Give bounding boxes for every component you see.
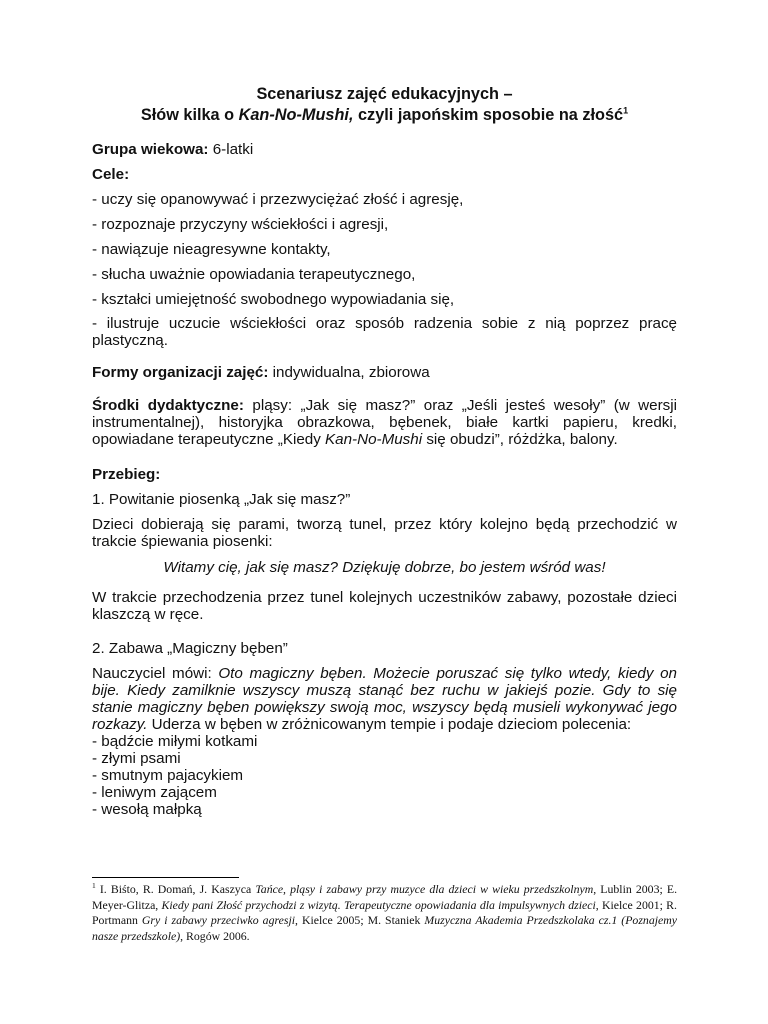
footnote-ref: 1: [623, 105, 629, 116]
command-item: - bądźcie miłymi kotkami: [92, 733, 258, 750]
step-2-rest: Uderza w bęben w zróżnicowanym tempie i podaje dzieciom polecenia:: [147, 716, 632, 733]
step-2-text: [92, 665, 677, 733]
step-2-title: 2. Zabawa „Magiczny bęben”: [92, 640, 288, 657]
goal-item: - kształci umiejętność swobodnego wypowiadania się,: [92, 291, 455, 308]
command-item: - złymi psami: [92, 750, 181, 767]
document-body: [92, 84, 677, 818]
title-line-2-end: czyli japońskim sposobie na złość: [353, 106, 624, 124]
footnote-number: 1: [92, 881, 96, 891]
footnote-title: Gry i zabawy przeciwko agresji: [141, 913, 296, 927]
organization-forms-value: indywidualna, zbiorowa: [268, 364, 430, 381]
footnote: [92, 882, 677, 944]
step-2-quote: Oto magiczny bęben. Możecie poruszać się tylko wtedy, kiedy on bije. Kiedy zamilknie wszyscy muszą stanąć bez ruchu w jakiejś pozie. Gdy to się stanie magiczny bęben powiększy swoją moc, wszyscy będą musieli wykonywać jego rozkazy.: [92, 665, 677, 733]
teaching-aids: [92, 397, 677, 448]
song-lyrics: [92, 559, 677, 576]
goal-item: - ilustruje uczucie wściekłości oraz sposób radzenia sobie z nią poprzez pracę plastyczną.: [92, 315, 677, 349]
footnote-divider: [92, 877, 239, 878]
goal-item: - słucha uważnie opowiadania terapeutycznego,: [92, 266, 416, 283]
teaching-aids-text: pląsy: „Jak się masz?” oraz „Jeśli jesteś wesoły” (w wersji instrumentalnej), historyjka obrazkowa, bębenek, białe kartki papieru, kredki, opowiadane terapeutyczne „Kiedy: [92, 397, 677, 448]
course-label: Przebieg:: [92, 466, 161, 483]
age-group-value: 6-latki: [208, 141, 254, 158]
title-line-2-start: Słów kilka o: [140, 106, 239, 124]
footnote-text: I. Biśto, R. Domań, J. Kaszyca: [95, 882, 256, 896]
course-heading: [92, 466, 677, 483]
age-group-label: Grupa wiekowa:: [92, 141, 209, 158]
goal-item: - rozpoznaje przyczyny wściekłości i agresji,: [92, 216, 389, 233]
footnote-title: Kiedy pani Złość przychodzi z wizytą. Terapeutyczne opowiadania dla impulsywnych dzieci: [161, 897, 596, 912]
age-group: [92, 141, 677, 158]
footnote-text: , Kielce 2001; R. Portmann: [92, 897, 677, 927]
title-line-2: [92, 105, 677, 126]
footnote-title: Tańce, pląsy i zabawy przy muzyce dla dzieci w wieku przedszkolnym: [255, 882, 594, 896]
step-1-after: W trakcie przechodzenia przez tunel kolejnych uczestników zabawy, pozostałe dzieci klaszczą w ręce.: [92, 589, 677, 623]
command-item: - smutnym pajacykiem: [92, 767, 244, 784]
title-line-1: Scenariusz zajęć edukacyjnych –: [256, 85, 513, 103]
goal-item: - nawiązuje nieagresywne kontakty,: [92, 241, 331, 258]
goals-heading: [92, 166, 677, 183]
teaching-aids-text-end: się obudzi”, różdżka, balony.: [422, 431, 618, 448]
footnote-title: Muzyczna Akademia Przedszkolaka cz.1 (Poznajemy nasze przedszkole): [92, 913, 677, 943]
organization-forms-label: Formy organizacji zajęć:: [92, 364, 269, 381]
song-lyrics-text: Witamy cię, jak się masz? Dziękuję dobrze, bo jestem wśród was!: [163, 559, 606, 576]
step-1-title: 1. Powitanie piosenką „Jak się masz?”: [92, 491, 351, 508]
footnote-text: , Kielce 2005; M. Staniek: [295, 913, 425, 927]
command-item: - wesołą małpką: [92, 801, 202, 818]
footnote-text: , Rogów 2006.: [180, 928, 250, 943]
footnote-text: , Lublin 2003; E. Meyer-Glitza,: [92, 882, 678, 912]
step-2-intro: Nauczyciel mówi:: [92, 665, 219, 682]
command-item: - leniwym zającem: [92, 784, 217, 801]
goal-item: - uczy się opanowywać i przezwyciężać złość i agresję,: [92, 191, 464, 208]
step-1-text: Dzieci dobierają się parami, tworzą tunel, przez który kolejno będą przechodzić w trakcie śpiewania piosenki:: [92, 516, 677, 550]
organization-forms: [92, 364, 677, 381]
title-italic: Kan-No-Mushi,: [238, 106, 354, 124]
teaching-aids-label: Środki dydaktyczne:: [92, 397, 244, 414]
document-title: [92, 84, 677, 126]
teaching-aids-italic: Kan-No-Mushi: [325, 431, 423, 448]
goals-label: Cele:: [92, 166, 130, 183]
